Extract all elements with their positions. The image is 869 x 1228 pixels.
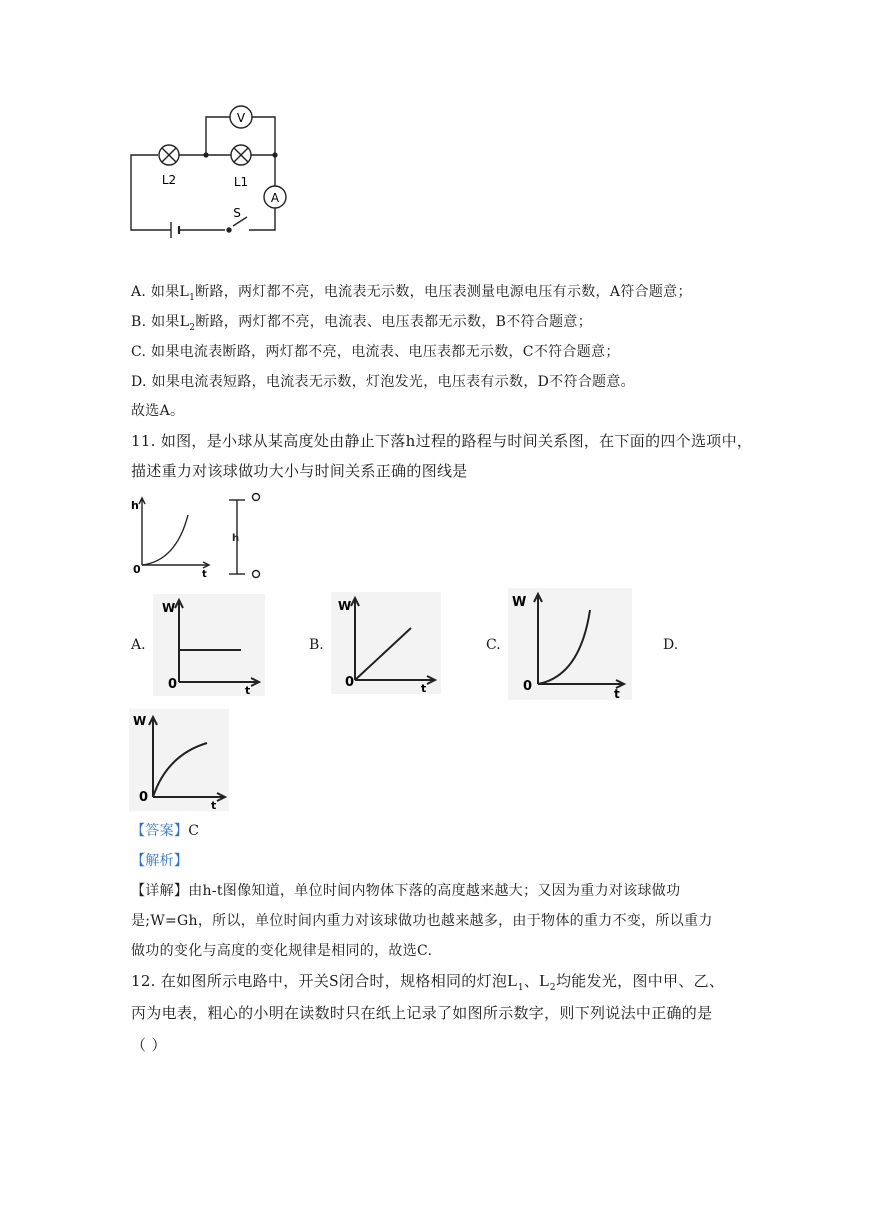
option-d-label: D. [663,637,679,653]
q12-line2: 丙为电表，粗心的小明在读数时只在纸上记录了如图所示数字，则下列说法中正确的是 [131,1004,713,1022]
detail-line2: 是;W=Gh，所以，单位时间内重力对该球做功也越来越多，由于物体的重力不变，所以重力 [131,913,713,929]
option-b-graph [331,592,441,694]
answer-tag: 【答案】 [131,823,189,839]
q11-fig-origin: 0 [133,563,141,576]
option-c-origin: 0 [523,679,533,694]
analysis-option-c: C. 如果电流表断路，两灯都不亮，电流表、电压表都无示数，C不符合题意； [131,344,620,360]
option-d-ylabel: W [133,714,147,728]
detail-tag: 【详解】 [131,883,189,899]
option-a-xlabel: t [245,684,251,696]
circuit-diagram [125,100,290,240]
detail-line3: 做功的变化与高度的变化规律是相同的，故选C. [131,943,433,959]
option-d-xlabel: t [211,799,217,811]
option-b-ylabel: W [338,599,352,613]
q11-fig-xlabel: t [202,569,207,580]
lamp2-label: L2 [161,173,177,187]
option-a-graph [153,594,265,696]
answer-line [131,820,199,840]
analysis-option-d: D. 如果电流表短路，电流表无示数，灯泡发光，电压表有示数，D不符合题意。 [131,374,635,390]
switch-label: S [233,206,241,220]
q11-ht-graph [128,493,218,583]
q11-drop-diagram [225,492,265,584]
analysis-conclusion: 故选A。 [131,403,185,419]
analysis-option-a: A. 如果$L_1$断路，两灯都不亮，电流表无示数，电压表测量电源电压有示数，A符合题意； [131,284,692,303]
q11-drop-label: h [232,533,240,544]
option-c-label: C. [486,637,501,653]
option-b-origin: 0 [345,675,355,690]
q11-line2: 描述重力对该球做功大小与时间关系正确的图线是 [131,462,468,480]
q11-fig-ylabel: h [131,499,139,512]
ammeter-label: A [270,191,280,205]
option-b-label: B. [309,637,324,653]
answer-value: C [188,823,200,839]
option-a-ylabel: W [162,601,176,615]
option-c-xlabel: t [614,687,620,700]
q11-line1: 11. 如图，是小球从某高度处由静止下落h过程的路程与时间关系图，在下面的四个选项中， [131,432,753,450]
analysis-tag: 【解析】 [131,853,189,869]
option-c-graph [508,588,632,700]
detail-line1: 【详解】由h-t图像知道，单位时间内物体下落的高度越来越大；又因为重力对该球做功 [131,883,681,899]
lamp1-label: L1 [233,175,249,189]
voltmeter-label: V [236,111,246,125]
option-a-origin: 0 [168,677,178,692]
option-d-origin: 0 [139,790,149,805]
q12-line1: 12. 在如图所示电路中，开关S闭合时，规格相同的灯泡$L_1$、$L_2$均能发光，图中甲、乙、 [131,971,725,993]
option-d-graph [129,709,229,811]
option-a-label: A. [131,637,146,653]
option-c-ylabel: W [512,595,527,610]
q12-line3: （ ） [131,1036,167,1054]
option-b-xlabel: t [421,682,427,694]
analysis-option-b: B. 如果$L_2$断路，两灯都不亮，电流表、电压表都无示数，B不符合题意； [131,314,593,333]
